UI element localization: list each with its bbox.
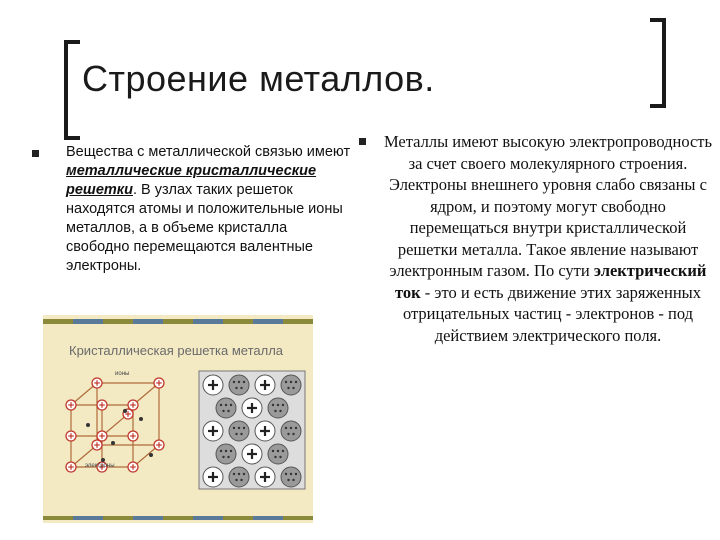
electron-dot — [111, 441, 115, 445]
right-part2: - это и есть движение этих заряженных отрицательных частиц - электронов - под действием электрического поля. — [402, 282, 702, 345]
title-bracket-left — [62, 40, 82, 140]
electron-dot — [233, 427, 235, 429]
stripe-segment — [133, 516, 163, 520]
electron-dot — [295, 473, 297, 475]
electron-dot — [272, 404, 274, 406]
stripe-segment — [163, 319, 193, 324]
electron-dot — [238, 473, 240, 475]
electron-dot — [285, 381, 287, 383]
figure-caption: Кристаллическая решетка металла — [69, 343, 284, 358]
left-rest: . В узлах таких решеток находятся атомы и положительные ионы металлов, а в объеме кристалла свободно перемещаются валентные электроны. — [66, 182, 343, 274]
electron-dot — [287, 433, 289, 435]
electron-dot — [222, 456, 224, 458]
left-intro: Вещества с металлической связью имеют — [66, 144, 351, 160]
gas-electron-cloud — [229, 375, 249, 395]
electron-dot — [235, 433, 237, 435]
electron-dot — [240, 433, 242, 435]
stripe-segment — [223, 319, 253, 324]
figure-bottom-stripe — [43, 516, 313, 520]
electron-dot — [279, 410, 281, 412]
stripe-segment — [163, 516, 193, 520]
electron-dot — [290, 473, 292, 475]
electron-dot — [292, 433, 294, 435]
electron-dot — [235, 387, 237, 389]
gas-electron-cloud — [229, 467, 249, 487]
stripe-segment — [43, 516, 73, 520]
electron-dot — [233, 381, 235, 383]
electron-dot — [243, 473, 245, 475]
electron-dot — [243, 381, 245, 383]
stripe-segment — [283, 319, 313, 324]
electron-dot — [238, 381, 240, 383]
stripe-segment — [73, 516, 103, 520]
electron-dot — [290, 427, 292, 429]
title-bracket-right — [648, 18, 668, 108]
electron-dot — [287, 387, 289, 389]
label-electrons: электроны — [85, 463, 115, 469]
gas-electron-cloud — [268, 398, 288, 418]
right-part1: Металлы имеют высокую электропроводность за счет своего молекулярного строения. Электроны внешнего уровня слабо связаны с ядром, и поэтому могут свободно перемещаться внутри кристаллической решетки металла. Такое явление называют электронным газом. По сути — [383, 132, 713, 280]
electron-dot — [282, 404, 284, 406]
electron-gas-panel — [199, 371, 305, 489]
electron-dot — [225, 404, 227, 406]
electron-dot — [295, 427, 297, 429]
stripe-segment — [133, 319, 163, 324]
gas-electron-cloud — [229, 421, 249, 441]
electron-dot — [277, 450, 279, 452]
figure-top-stripe — [43, 319, 313, 324]
electron-dot — [227, 456, 229, 458]
stripe-segment — [253, 516, 283, 520]
electron-dot — [274, 410, 276, 412]
electron-dot — [222, 410, 224, 412]
electron-dot — [292, 479, 294, 481]
electron-dot — [274, 456, 276, 458]
label-ions: ионы — [115, 371, 130, 377]
electron-dot — [240, 387, 242, 389]
gas-electron-cloud — [268, 444, 288, 464]
electron-dot — [272, 450, 274, 452]
electron-dot — [227, 410, 229, 412]
stripe-segment — [103, 319, 133, 324]
electron-dot — [292, 387, 294, 389]
electron-dot — [295, 381, 297, 383]
electron-dot — [285, 427, 287, 429]
gas-electron-cloud — [281, 421, 301, 441]
electron-dot — [243, 427, 245, 429]
stripe-segment — [73, 319, 103, 324]
bullet-right — [359, 138, 366, 145]
gas-electron-cloud — [281, 467, 301, 487]
electron-dot — [277, 404, 279, 406]
electron-dot — [235, 479, 237, 481]
electron-dot — [86, 423, 90, 427]
gas-electron-cloud — [216, 398, 236, 418]
gas-electron-cloud — [281, 375, 301, 395]
stripe-segment — [193, 319, 223, 324]
electron-dot — [238, 427, 240, 429]
electron-dot — [287, 479, 289, 481]
electron-dot — [279, 456, 281, 458]
electron-dot — [225, 450, 227, 452]
stripe-segment — [43, 319, 73, 324]
gas-electron-cloud — [216, 444, 236, 464]
electron-dot — [230, 450, 232, 452]
bullet-left — [32, 150, 39, 157]
stripe-segment — [193, 516, 223, 520]
electron-dot — [240, 479, 242, 481]
electron-dot — [285, 473, 287, 475]
electron-dot — [149, 453, 153, 457]
electron-dot — [220, 450, 222, 452]
electron-dot — [101, 458, 105, 462]
electron-dot — [139, 417, 143, 421]
electron-dot — [233, 473, 235, 475]
stripe-segment — [223, 516, 253, 520]
electron-dot — [220, 404, 222, 406]
stripe-segment — [253, 319, 283, 324]
electron-dot — [282, 450, 284, 452]
left-paragraph — [66, 143, 351, 276]
stripe-segment — [283, 516, 313, 520]
right-paragraph — [383, 131, 713, 346]
left-term: металлические кристаллические решетки — [66, 163, 317, 198]
lattice-figure — [43, 315, 313, 523]
stripe-segment — [103, 516, 133, 520]
electron-dot — [123, 409, 127, 413]
slide-title: Строение металлов. — [82, 58, 435, 99]
electron-dot — [230, 404, 232, 406]
right-term: электрический ток — [394, 261, 707, 302]
electron-dot — [290, 381, 292, 383]
